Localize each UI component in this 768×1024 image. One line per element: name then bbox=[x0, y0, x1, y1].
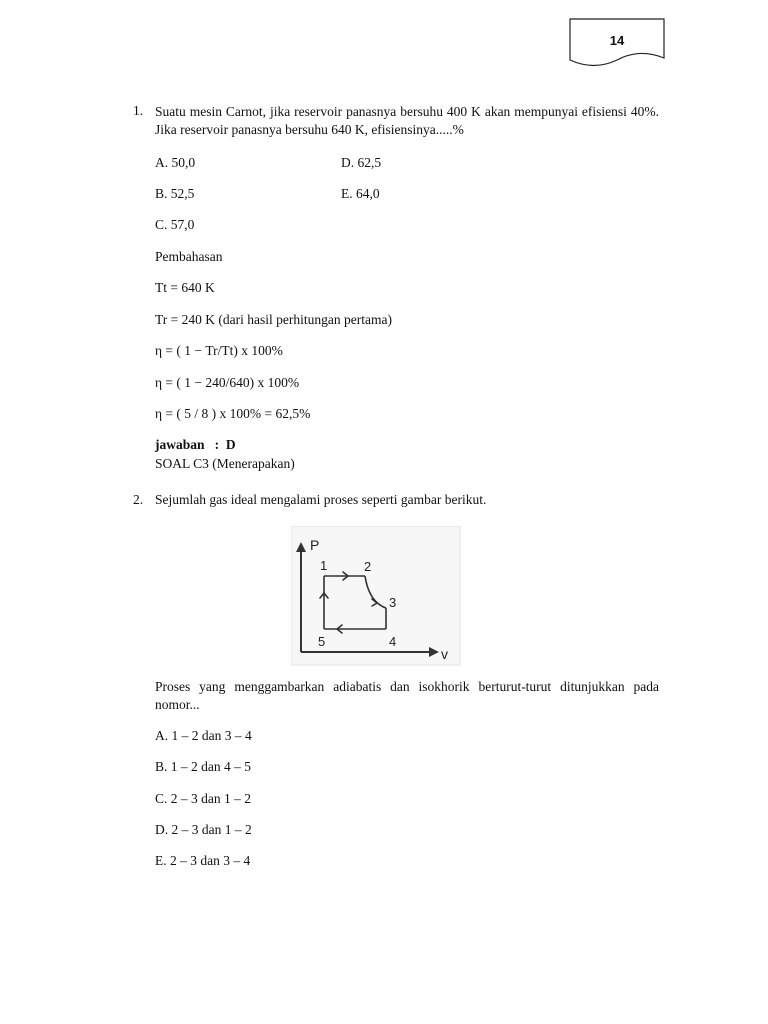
q1-discussion-line: η = ( 5 / 8 ) x 100% = 62,5% bbox=[155, 406, 311, 421]
q1-discussion-line: η = ( 1 − Tr/Tt) x 100% bbox=[155, 343, 283, 358]
q2-option-c: C. 2 – 3 dan 1 – 2 bbox=[155, 791, 251, 806]
point-label: 1 bbox=[320, 558, 328, 573]
p-axis-label: P bbox=[310, 537, 320, 553]
q2-number: 2. bbox=[133, 492, 144, 507]
point-label: 3 bbox=[389, 595, 397, 610]
q2-option-b: B. 1 – 2 dan 4 – 5 bbox=[155, 759, 251, 774]
q1-option-e: E. 64,0 bbox=[341, 186, 380, 201]
point-label: 4 bbox=[389, 634, 397, 649]
q1-answer: jawaban : D bbox=[155, 437, 236, 452]
q1-discussion-line: Tr = 240 K (dari hasil perhitungan pertama) bbox=[155, 312, 392, 327]
page-number-badge bbox=[569, 18, 665, 68]
point-label: 2 bbox=[364, 559, 372, 574]
q1-discussion-line: Tt = 640 K bbox=[155, 280, 215, 295]
point-label: 5 bbox=[318, 634, 326, 649]
q2-option-d: D. 2 – 3 dan 1 – 2 bbox=[155, 822, 252, 837]
q1-discussion-line: η = ( 1 − 240/640) x 100% bbox=[155, 375, 300, 390]
page-number: 14 bbox=[609, 33, 625, 48]
q1-text: Suatu mesin Carnot, jika reservoir panasnya bersuhu 400 K akan mempunyai efisiensi 40%. Jika reservoir panasnya bersuhu 640 K, efisiensinya.....% bbox=[155, 104, 659, 137]
v-axis-label: v bbox=[441, 646, 448, 662]
q1-option-a: A. 50,0 bbox=[155, 155, 196, 170]
q1-option-d: D. 62,5 bbox=[341, 155, 382, 170]
pv-diagram bbox=[291, 526, 461, 670]
q1-option-b: B. 52,5 bbox=[155, 186, 195, 201]
q2-option-e: E. 2 – 3 dan 3 – 4 bbox=[155, 853, 251, 868]
q2-option-a: A. 1 – 2 dan 3 – 4 bbox=[155, 728, 252, 743]
q1-cognitive-level: SOAL C3 (Menerapakan) bbox=[155, 456, 295, 471]
q2-text: Sejumlah gas ideal mengalami proses seperti gambar berikut. bbox=[155, 492, 487, 507]
q1-discussion-heading: Pembahasan bbox=[155, 249, 223, 264]
q1-number: 1. bbox=[133, 103, 144, 118]
q2-prompt: Proses yang menggambarkan adiabatis dan isokhorik berturut-turut ditunjukkan pada nomor... bbox=[155, 679, 659, 712]
q1-option-c: C. 57,0 bbox=[155, 217, 195, 232]
